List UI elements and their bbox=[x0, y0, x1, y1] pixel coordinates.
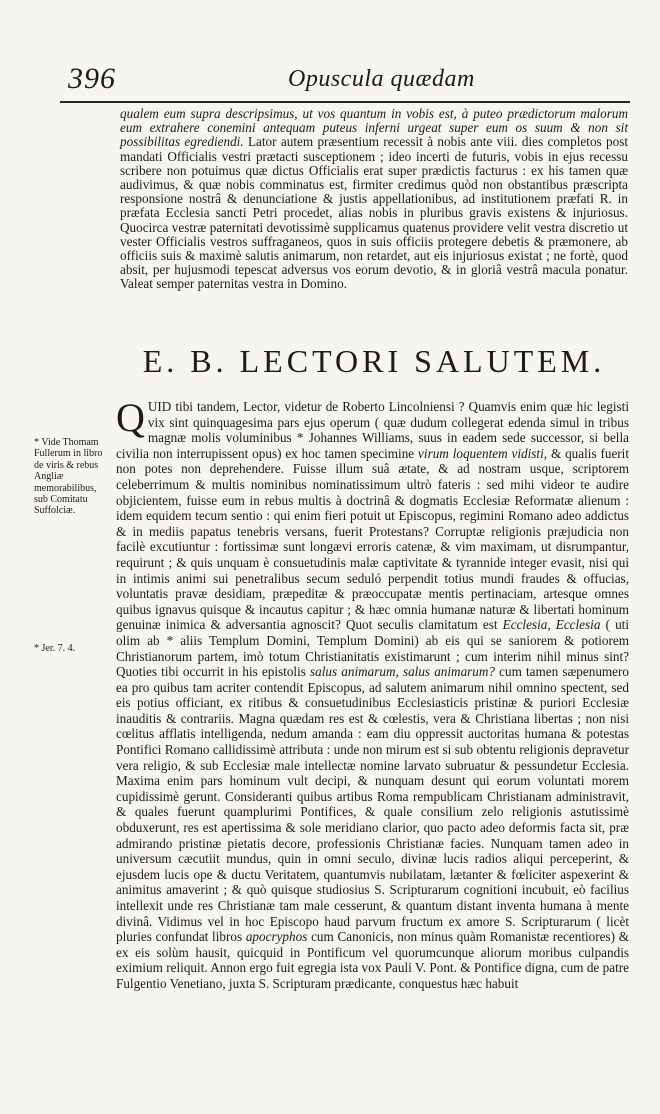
body-segment-2: & qualis fuerit non potes non deprehendere. Fuisse illum suâ ætate, & ad nostram usque, scriptorem celeberrimum & multis nominibus nominatissimum ultrò fateris : sed mihi videor te audire objicientem, fuisse eum in rebus multis à doctrinâ & dogmatis Ecclesiæ Reformatæ alienum : idem equidem tecum sentio : qui enim fieri potuit ut Episcopus, regimini Romano adeo addictus & in mediis papatus tenebris versans, fuerit Protestans? Corruptæ religionis præjudicia non facilè excutiuntur : fortissimæ sunt longævi erroris catenæ, & vim maximam, ut disrumpantur, requirunt ; & quis unquam è consuetudinis malæ captivitate & tyrannide integer evasit, nisi qui in intimis animi sui penetralibus secum seduló perpendit totius mundi fraudes & offucias, voluntatis pravæ desidiam, præpeditæ & præoccupatæ mentis pertinaciam, artesque omnes quibus ignavus quisque & incautus capitur ; & hæc omnia humanæ naturæ & libertati hominum genuinæ inimica & adversantia agnoscit? Quot seculis clamitatum est bbox=[116, 445, 630, 633]
header-rule bbox=[60, 101, 630, 103]
body-italic-2: Ecclesia, Ecclesia bbox=[502, 617, 601, 633]
body-italic-4: apocryphos bbox=[245, 929, 308, 945]
body-italic-3: salus animarum, salus animarum? bbox=[310, 664, 496, 680]
letter-opening-italic: qualem eum supra descripsimus, ut vos quantum in vobis est, à puteo prædictorum malorum eum extrahere conemini antequam puteus inferni urgeat super eum os suum & non sit possibilitas egrediendi. bbox=[120, 106, 628, 150]
body-segment-3: ( uti olim ab * aliis Templum Domini, Templum Domini) ab eis qui se saniorem & potiorem Christianorum partem, imò totum Christianitatis existimarunt ; cum interim nihil minus sint? Quoties tibi occurrit in his epistolis bbox=[116, 617, 629, 680]
letter-closing bbox=[120, 107, 628, 292]
letter-text: Lator autem præsentium recessit à nobis ante viii. dies completos post mandati Officialis vestri prætacti susceptionem ; ideo incerti de futuris, vobis in ejus recessu scribere non potuimus quæ dictus Officialis erat super prædictis facturus : ex his tamen quæ audivimus, & quæ nobis comminatus est, firmiter credimus quòd non obstantibus præscripta responsione nostrâ & denunciatione & justis appellationibus, ad institutionem præfati R. in præfata Ecclesia sancti Petri procedet, alias nobis in pluribus gravis existens & injuriosus. Quocirca vestræ paternitati devotissimè supplicamus quatenus providere velit vestra discretio ut vester Officialis vestros suffraganeos, quos in suis officiis protegere debetis & præmonere, ab officiis suis & maximè salutis animarum, non retardet, aut eis injuriosus existat ; ne fortè, quod absit, per hujusmodi tepescat adversus vos eorum devotio, & in gloriâ vestrâ macula ponatur. Valeat semper paternitas vestra in Domino. bbox=[120, 134, 628, 292]
preface-paragraph bbox=[116, 395, 630, 992]
section-heading: E. B. LECTORI SALUTEM. bbox=[142, 343, 606, 379]
drop-cap: Q bbox=[116, 395, 145, 440]
page-number: 396 bbox=[68, 62, 116, 95]
running-title: Opuscula quædam bbox=[288, 66, 475, 92]
letter-paragraph bbox=[120, 107, 628, 292]
page-header bbox=[60, 60, 620, 106]
preface-body bbox=[116, 395, 630, 992]
body-italic-1: virum loquentem vidisti, bbox=[418, 445, 548, 461]
body-segment-4: cum tamen sæpenumero ea pro quibus tam acriter contendit Episcopus, ad salutem animarum nihil omnino spectent, sed eis potius officiant, ex ritibus & consuetudinibus Ecclesiasticis pristinæ & puriori Ecclesiæ inauditis & contrariis. Magna quædam res est & cœlestis, vera & Christiana libertas ; non nisi cœlitus afflatis intelligenda, nedum amanda : eam diu oppressit auctoritas humana & potestas Pontifici Romano callidissimè attributa : unde non mirum est si sub obtentu religionis depravetur vera religio, & sub Ecclesiæ male intellectæ nomine larvato subruatur & pessundetur Ecclesia. Maxima enim pars hominum vult decipi, & nunquam desunt qui eorum voluntati morem cupidissimè gerunt. Consideranti quibus artibus Roma rempublicam Christianam administravit, & quales fuerunt quamplurimi Pontifices, & quale consilium zelo religionis astutissimè obduxerunt, res est apertissima & sole meridiano clarior, quo pacto adeo deformis facta sit, præ admirando pristinæ pietatis decore, professionis Christianæ facies. Nunquam tamen adeo in universum cæcutiit mundus, quin in omni seculo, divinæ lucis radios aliqui perceperint, & ejusdem lucis ope & ductu Veritatem, quantumvis nubilatam, lætanter & fœliciter aspexerint & animitus amaverint ; & quò quisque studiosius S. Scripturarum cognitioni incubuit, eò facilius intellexit unde res Christianæ tam male cesserunt, & quantum distant inventa humana à mente divinâ. Vidimus vel in hoc Episcopo haud parvum fructum ex amore S. Scripturarum ( licèt pluries confundat libros bbox=[116, 664, 630, 945]
margin-note-fuller: * Vide Thomam Fullerum in libro de viris & rebus Angliæ memorabilibus, sub Comitatu Suffolciæ. bbox=[34, 437, 103, 517]
body-segment-1: UID tibi tandem, Lector, videtur de Roberto Lincolniensi ? Quamvis enim quæ hic legisti vix sint quinquagesima pars ejus operum ( quæ dudum collegerat edenda simul in tribus magnæ molis voluminibus * Johannes Williams, suus in eadem sede successor, si bella civilia non interrupissent opus) ex hoc tamen specimine bbox=[116, 399, 629, 461]
margin-note-jeremiah: * Jer. 7. 4. bbox=[34, 643, 76, 654]
body-segment-5: cum Canonicis, non minus quàm Romanistæ recentiores) & ex eis solùm hausit, quicquid in Pontificum vel quorumcunque aliorum moribus culpandis eximium reliquit. Annon ergo fuit egregia ista vox Pauli V. Pont. & Pontifice digna, cum de patre Fulgentio Venetiano, juxta S. Scripturam prædicante, conquestus hæc habuit bbox=[116, 929, 629, 991]
